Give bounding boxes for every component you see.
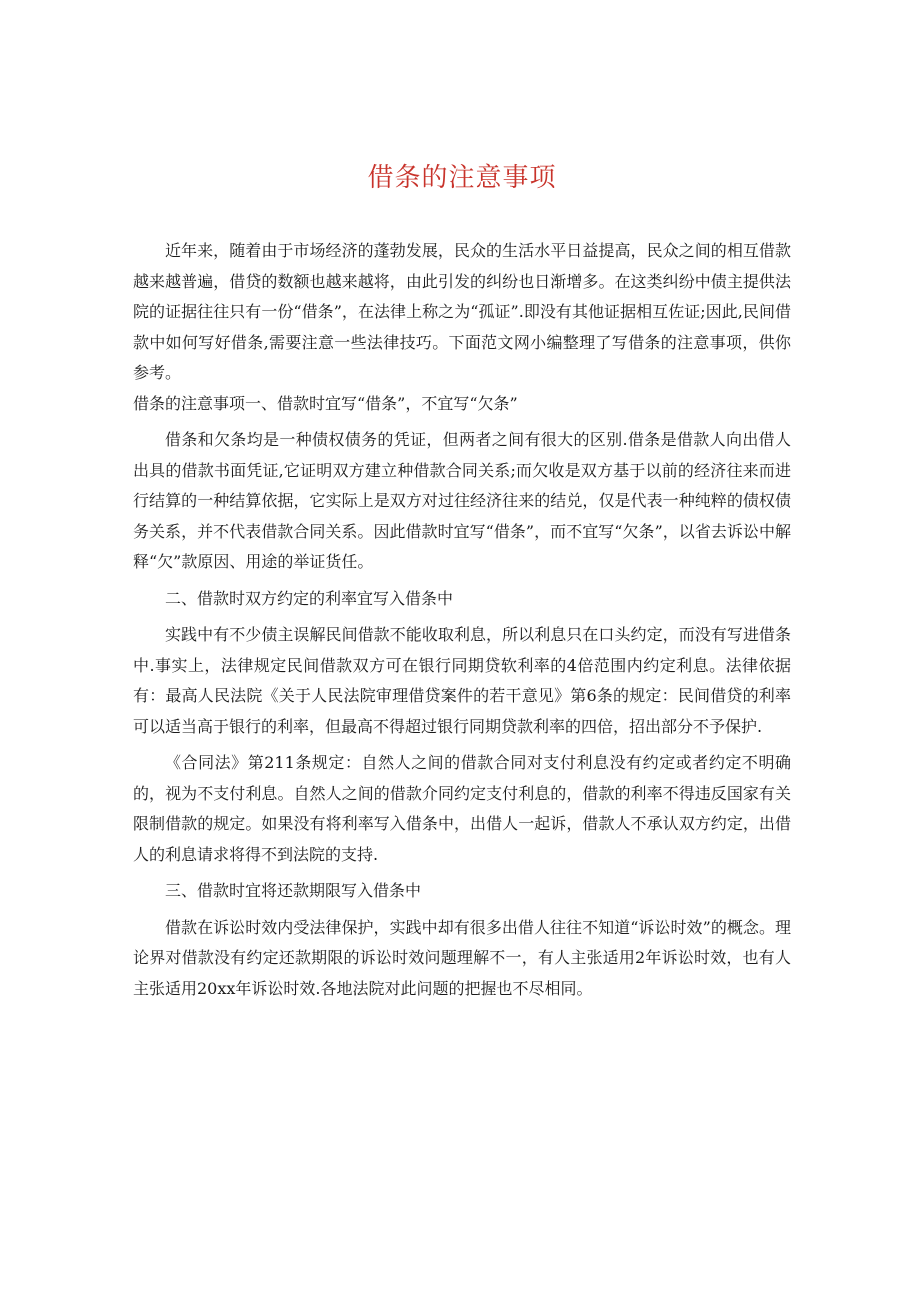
section-heading-2: 二、借款时双方约定的利率宜写入借条中 <box>165 588 454 608</box>
section-heading-3: 三、借款时宜将还款期限写入借条中 <box>165 881 422 900</box>
paragraph-intro: 近年来，随着由于市场经济的蓬勃发展，民众的生活水平日益提高，民众之间的相互借款越来越普遍，借贷的数额也越来越将，由此引发的纠纷也日渐增多。在这类纠纷中债主提供法院的证据往往只有一份“借条”，在法律上称之为“孤证”.即没有其他证据相互佐证;因此,民间借款中如何写好借条,需要注意一些法律技巧。下面范文网小编整理了写借条的注意事项，供你参考。 <box>133 241 791 382</box>
paragraph-section-3: 借款在诉讼时效内受法律保护，实践中却有很多出借人往往不知道“诉讼时效”的概念。理论界对借款没有约定还款期限的诉讼时效问题理解不一，有人主张适用2年诉讼时效，也有人主张适用20xx年诉讼时效.各地法院对此问题的把握也不尽相同。 <box>133 917 791 998</box>
document-body <box>133 236 791 1004</box>
document-title: 借条的注意事项 <box>367 163 557 193</box>
paragraph-section-2: 实践中有不少债主误解民间借款不能收取利息，所以利息只在口头约定，而没有写进借条中.事实上，法律规定民间借款双方可在银行同期贷软利率的4倍范围内约定利息。法律依据有：最高人民法院《关于人民法院审理借贷案件的若干意见》第6条的规定：民间借贷的利率可以适当高于银行的利率，但最高不得超过银行同期贷款利率的四倍，招出部分不予保护. <box>133 625 791 736</box>
section-heading-1: 借条的注意事项一、借款时宜写“借条”，不宜写“欠条” <box>133 393 518 413</box>
paragraph-contract-law: 《合同法》第211条规定：自然人之间的借款合同对支付利息没有约定或者约定不明确的，视为不支付利息。自然人之间的借款介同约定支付利息的，借款的利率不得违反国家有关限制借款的规定。如果没有将利率写入借条中，出借人一起诉，借款人不承认双方约定，出借人的利息请求将得不到法院的支持. <box>133 753 791 864</box>
paragraph-section-1: 借条和欠条均是一种债权债务的凭证，但两者之间有很大的区别.借条是借款人向出借人出具的借款书面凭证,它证明双方建立种借款合同关系;而欠收是双方基于以前的经济往来而进行结算的一种结算依据，它实际上是双方对过往经济往来的结兑，仅是代表一种纯粹的债权债务关系，并不代表借款合同关系。因此借款时宜写“借条”，而不宜写“欠条”，以省去诉讼中解释“欠”款原因、用途的举证货任。 <box>133 430 791 571</box>
